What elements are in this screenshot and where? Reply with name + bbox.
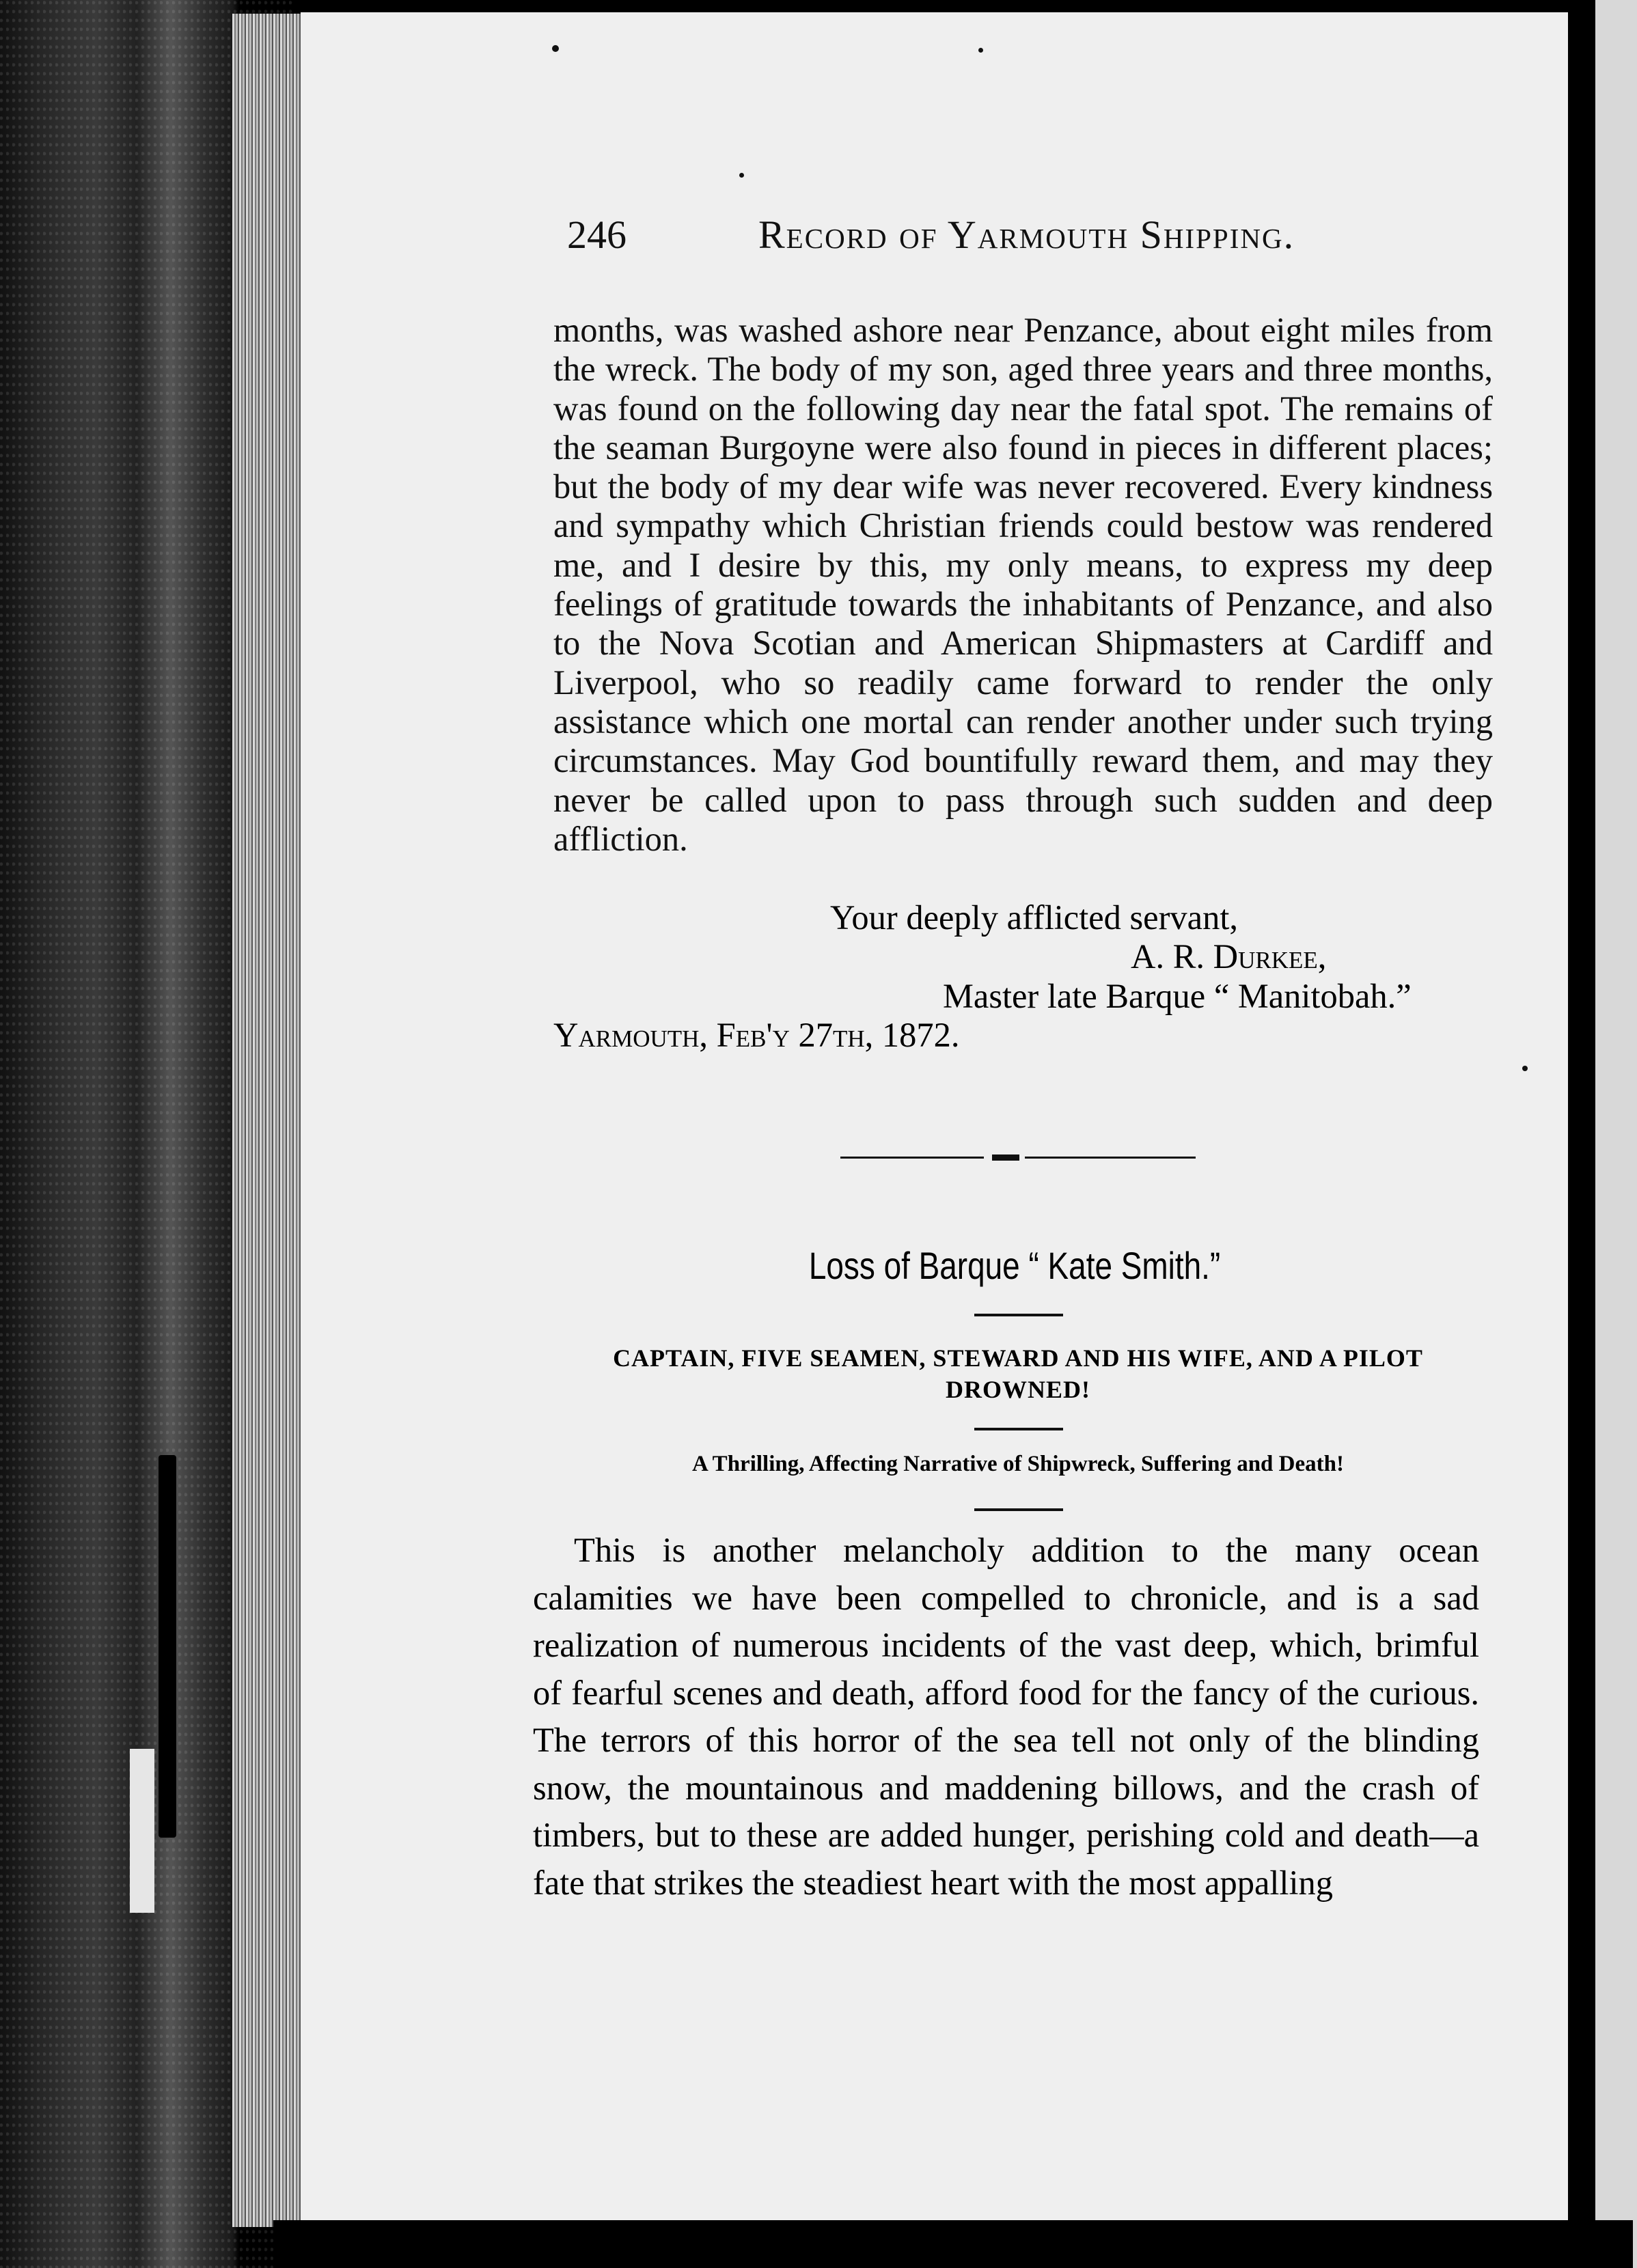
section-divider-ornament	[840, 1154, 1196, 1161]
title-rule	[974, 1314, 1063, 1316]
binding-paper-tab	[130, 1749, 154, 1913]
running-title: Record of Yarmouth Shipping.	[758, 212, 1295, 257]
page-number: 246	[567, 212, 627, 257]
article-tagline: A Thrilling, Affecting Narrative of Shipwreck, Suffering and Death!	[692, 1452, 1344, 1476]
paper-speck	[1522, 1066, 1528, 1071]
letter-body	[553, 311, 1493, 859]
paper-speck	[978, 48, 983, 53]
article-paragraph: This is another melancholy addition to the many ocean calamities we have been compelled to chronicle, and is a sad realization of numerous incidents of the vast deep, which, brimful of fearful scenes and death, afford food for the fancy of the curious. The terrors of this horror of the sea tell not only of the blinding snow, the mountainous and maddening billows, and the crash of timbers, but to these are added hunger, perishing cold and death—a fate that strikes the steadiest heart with the most appalling	[533, 1531, 1479, 1902]
page-gutter-shadow	[1568, 0, 1595, 2268]
article-title: Loss of Barque “ Kate Smith.”	[808, 1244, 1221, 1287]
page-header	[567, 212, 1476, 257]
signer-position: Master late Barque “ Manitobah.”	[943, 976, 1412, 1015]
next-page-sliver	[1595, 0, 1637, 2268]
dateline: Yarmouth, Feb'y 27th, 1872.	[553, 1015, 960, 1054]
page-stack-edge	[232, 14, 301, 2227]
paper-speck	[739, 173, 744, 178]
article-subtitle: CAPTAIN, FIVE SEAMEN, STEWARD AND HIS WIFE, AND A PILOT DROWNED!	[613, 1344, 1423, 1403]
binding-mark	[159, 1455, 176, 1838]
signature: A. R. Durkee,	[1131, 937, 1327, 976]
letter-paragraph: months, was washed ashore near Penzance, about eight miles from the wreck. The body of my son, aged three years and three months, was found on the following day near the fatal spot. The remains of the seaman Burgoyne were also found in pieces in different places; but the body of my dear wife was never recovered. Every kindness and sympathy which Christian friends could bestow was rendered me, and I desire by this, my only means, to express my deep feelings of gratitude towards the inhabitants of Penzance, and also to the Nova Scotian and American Shipmasters at Cardiff and Liverpool, who so readily came forward to render the only assistance which one mortal can render another under such trying circumstances. May God bountifully reward them, and may they never be called upon to pass through such sudden and deep affliction.	[553, 311, 1493, 858]
paper-speck	[552, 45, 559, 52]
closing-line: Your deeply afflicted servant,	[830, 898, 1238, 937]
page-bottom-shadow	[273, 2220, 1633, 2268]
letter-closing	[553, 898, 1493, 1055]
article-body	[533, 1527, 1479, 1907]
subtitle-rule	[974, 1428, 1063, 1430]
tagline-rule	[974, 1508, 1063, 1511]
